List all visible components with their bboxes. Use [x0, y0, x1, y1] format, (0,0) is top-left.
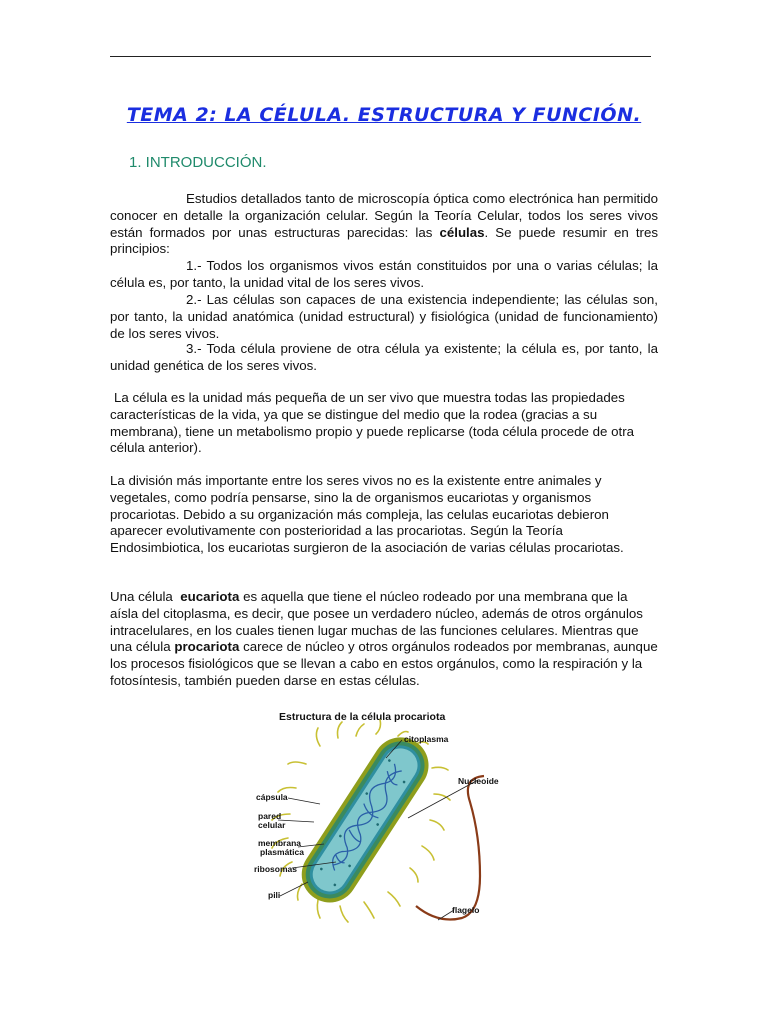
eukaryote-bold: eucariota: [180, 589, 240, 604]
principle-3: 3.- Toda célula proviene de otra célula ya existente; la célula es, por tanto, la unidad genética de los seres vivos.: [110, 341, 658, 373]
label-capsula: cápsula: [256, 792, 288, 802]
eukaryote-text-2: es aquella que tiene el núcleo rodeado por una membrana que la aísla del citoplasma, es decir, que posee un verdadero núcleo, además de otros orgánulos intracelulares, en los cuales tienen lugar muchas de las funciones celulares. Mientras que una célula: [110, 589, 643, 655]
figure-title: Estructura de la célula procariota: [279, 711, 446, 723]
paragraph-eukaryote: [110, 589, 658, 690]
intro-paragraph: [110, 191, 658, 258]
cell-body: [291, 727, 439, 913]
cytoplasm-layer: [306, 742, 424, 898]
label-pili: pili: [268, 890, 281, 900]
prokaryote-cell-figure: [248, 706, 506, 938]
label-flagelo: flagelo: [452, 905, 480, 915]
label-membrana: membrana: [258, 838, 301, 848]
section-heading: 1. INTRODUCCIÓN.: [129, 154, 267, 171]
label-citoplasma: citoplasma: [404, 734, 449, 744]
prokaryote-cell-illustration: [248, 706, 506, 938]
label-pared: pared: [258, 811, 282, 821]
label-plasmatica: plasmática: [260, 847, 304, 857]
prokaryote-bold: procariota: [174, 639, 240, 655]
label-nucleoide: Nucleoide: [458, 776, 499, 786]
paragraph-cell-unit: La célula es la unidad más pequeña de un ser vivo que muestra todas las propiedades características de la vida, ya que se distingue del medio que la rodea (gracias a su membrana), tiene un metabolismo propio y puede replicarse (toda célula procede de otra célula anterior).: [110, 390, 635, 456]
eukaryote-text-1: Una célula: [110, 589, 173, 604]
principle-2: 2.- Las células son capaces de una existencia independiente; las células son, por tanto, la unidad anatómica (unidad estructural) y fisiológica (unidad de funcionamiento) de los seres vivos.: [110, 292, 658, 341]
paragraph-division: La división más importante entre los seres vivos no es la existente entre animales y vegetales, como podría pensarse, sino la de organismos eucariotas y organismos procariotas. Debido a su organización más compleja, las celulas eucariotas debieron aparecer evolutivamente con posterioridad a las procariotas. Según la Teoría Endosimbiotica, los eucariotas surgieron de la asociación de varias células procariotas.: [110, 473, 624, 556]
intro-bold-word: células: [439, 224, 485, 240]
document-title: TEMA 2: LA CÉLULA. ESTRUCTURA Y FUNCIÓN.: [126, 104, 642, 126]
principle-1: 1.- Todos los organismos vivos están constituidos por una o varias células; la célula es, por tanto, la unidad vital de los seres vivos.: [110, 258, 658, 290]
eukaryote-text-3: carece de núcleo y otros orgánulos rodeados por membranas, aunque los procesos fisiológicos que se llevan a cabo en estos orgánulos, como la respiración y la fotosíntesis, también pueden darse en estas células.: [110, 639, 658, 688]
flagellum: [416, 776, 484, 920]
label-celular: celular: [258, 820, 286, 830]
intro-text-2: . Se puede resumir en tres principios:: [110, 224, 658, 257]
top-rule: [110, 56, 651, 57]
intro-text-1: Estudios detallados tanto de microscopía óptica como electrónica han permitido conocer en detalle la organización celular. Según la Teoría Celular, todos los seres vivos están formados por unas estructuras parecidas: las: [110, 191, 658, 240]
label-ribosomas: ribosomas: [254, 864, 297, 874]
